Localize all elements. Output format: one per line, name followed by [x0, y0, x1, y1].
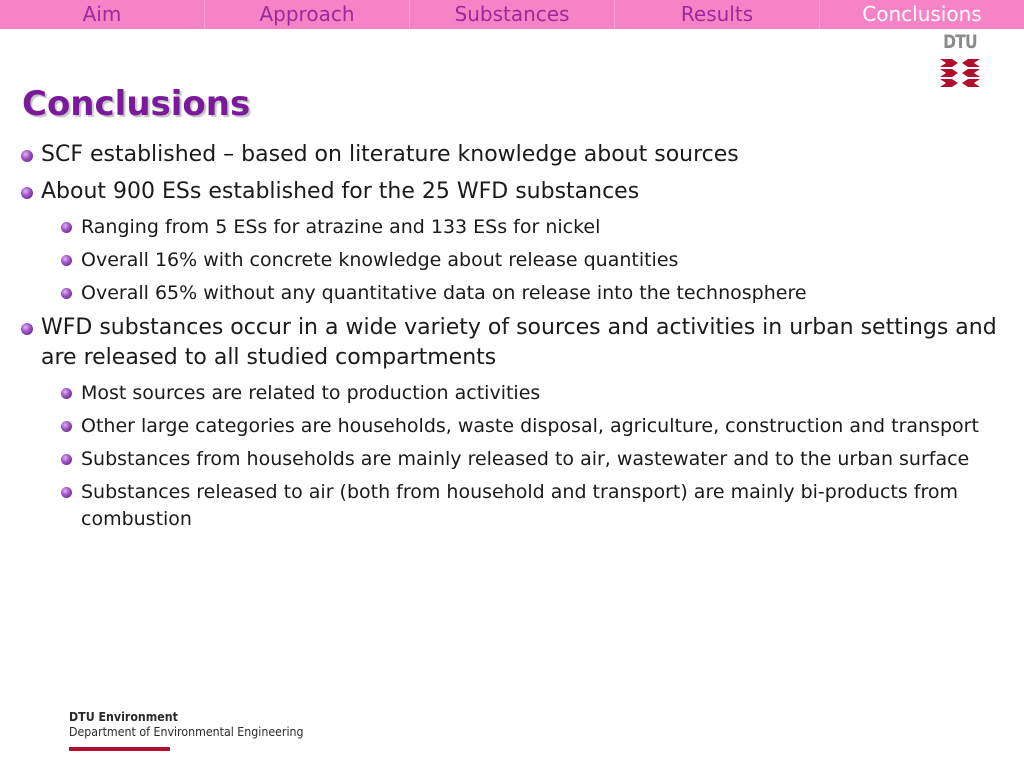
- dtu-logo: [938, 31, 982, 93]
- slide-content: [20, 140, 1005, 539]
- bullet-text: WFD substances occur in a wide variety of sources and activities in urban settings and are released to all studied compartments: [41, 315, 997, 370]
- sub-bullet-text: Ranging from 5 ESs for atrazine and 133 ESs for nickel: [81, 216, 601, 238]
- bullet-list: [20, 140, 1005, 533]
- dtu-logo-mark-icon: [938, 57, 982, 91]
- nav-tab-approach[interactable]: Approach: [204, 0, 409, 29]
- bullet-dot-icon: [61, 288, 72, 299]
- sub-bullet-list: [20, 380, 1005, 533]
- sub-bullet-item: [60, 380, 1005, 407]
- bullet-dot-icon: [61, 421, 72, 432]
- sub-bullet-text: Substances from households are mainly released to air, wastewater and to the urban surface: [81, 448, 970, 470]
- footer-accent-rule: [69, 747, 170, 751]
- sub-bullet-text: Other large categories are households, waste disposal, agriculture, construction and transport: [81, 415, 979, 437]
- bullet-text: SCF established – based on literature knowledge about sources: [41, 142, 739, 167]
- bullet-text: About 900 ESs established for the 25 WFD substances: [41, 179, 640, 204]
- bullet-item: [20, 177, 1005, 207]
- sub-bullet-text: Overall 65% without any quantitative data on release into the technosphere: [81, 282, 807, 304]
- slide-title: Conclusions: [22, 84, 251, 124]
- footer-institute-name: DTU Environment: [69, 710, 178, 724]
- bullet-dot-icon: [61, 388, 72, 399]
- sub-bullet-item: [60, 479, 1005, 533]
- bullet-dot-icon: [61, 454, 72, 465]
- footer-department-name: Department of Environmental Engineering: [69, 725, 304, 739]
- nav-tab-results[interactable]: Results: [614, 0, 819, 29]
- sub-bullet-group: [20, 380, 1005, 533]
- bullet-item: [20, 313, 1005, 373]
- bullet-dot-icon: [61, 487, 72, 498]
- bullet-dot-icon: [61, 222, 72, 233]
- sub-bullet-list: [20, 214, 1005, 307]
- sub-bullet-group: [20, 214, 1005, 307]
- slide-nav-bar: [0, 0, 1024, 29]
- sub-bullet-item: [60, 446, 1005, 473]
- bullet-dot-icon: [21, 150, 33, 162]
- bullet-dot-icon: [61, 255, 72, 266]
- nav-tab-substances[interactable]: Substances: [409, 0, 614, 29]
- sub-bullet-item: [60, 214, 1005, 241]
- bullet-item: [20, 140, 1005, 170]
- bullet-dot-icon: [21, 323, 33, 335]
- sub-bullet-item: [60, 280, 1005, 307]
- footer-department: [69, 710, 304, 740]
- nav-tab-aim[interactable]: Aim: [82, 2, 122, 26]
- nav-tab-conclusions[interactable]: Conclusions: [819, 0, 1024, 29]
- dtu-logo-text: DTU: [943, 31, 977, 53]
- bullet-dot-icon: [21, 187, 33, 199]
- sub-bullet-item: [60, 413, 1005, 440]
- sub-bullet-item: [60, 247, 1005, 274]
- sub-bullet-text: Substances released to air (both from household and transport) are mainly bi-products from combustion: [81, 481, 959, 530]
- sub-bullet-text: Most sources are related to production activities: [81, 382, 541, 404]
- sub-bullet-text: Overall 16% with concrete knowledge about release quantities: [81, 249, 679, 271]
